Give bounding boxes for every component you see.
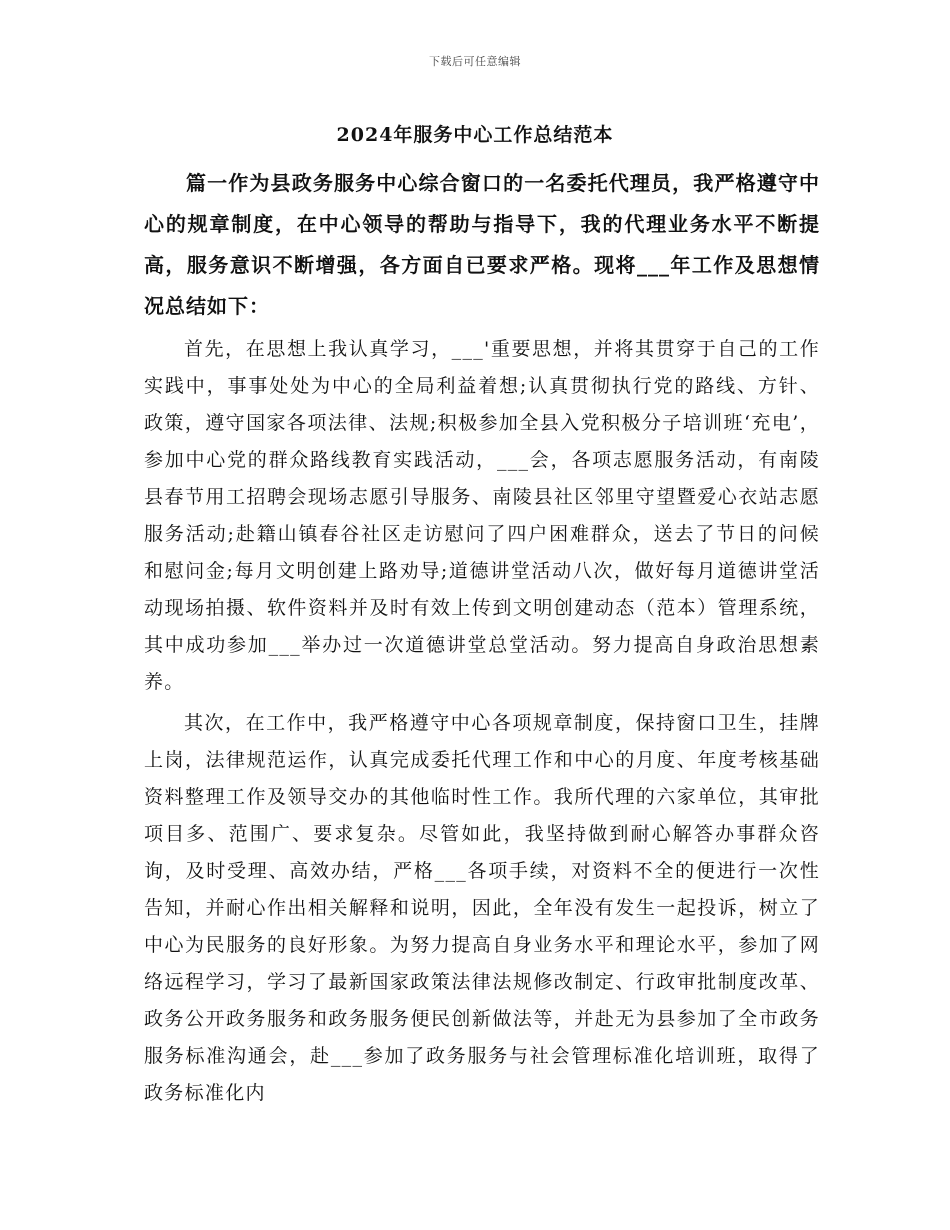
document-title: 2024年服务中心工作总结范本 — [336, 124, 614, 146]
body-paragraph-1: 首先，在思想上我认真学习，___'重要思想，并将其贯穿于自己的工作实践中，事事处处为中心的全局利益着想;认真贯彻执行党的路线、方针、政策，遵守国家各项法律、法规;积极参加全县入党积极分子培训班‘充电’，参加中心党的群众路线教育实践活动，___会，各项志愿服务活动，有南陵县春节用工招聘会现场志愿引导服务、南陵县社区邻里守望暨爱心衣站志愿服务活动;赴籍山镇春谷社区走访慰问了四户困难群众，送去了节日的问候和慰问金;每月文明创建上路劝导;道德讲堂活动八次，做好每月道德讲堂活动现场拍摄、软件资料并及时有效上传到文明创建动态（范本）管理系统，其中成功参加___举办过一次道德讲堂总堂活动。努力提高自身政治思想素养。 — [144, 338, 820, 693]
page-header-note: 下载后可任意编辑 — [429, 55, 521, 68]
lead-paragraph: 篇一作为县政务服务中心综合窗口的一名委托代理员，我严格遵守中心的规章制度，在中心领导的帮助与指导下，我的代理业务水平不断提高，服务意识不断增强，各方面自已要求严格。现将___年工作及思想情况总结如下： — [144, 171, 820, 318]
body-paragraph-2: 其次，在工作中，我严格遵守中心各项规章制度，保持窗口卫生，挂牌上岗，法律规范运作，认真完成委托代理工作和中心的月度、年度考核基础资料整理工作及领导交办的其他临时性工作。我所代理的六家单位，其审批项目多、范围广、要求复杂。尽管如此，我坚持做到耐心解答办事群众咨询，及时受理、高效办结，严格___各项手续，对资料不全的便进行一次性告知，并耐心作出相关解释和说明，因此，全年没有发生一起投诉，树立了中心为民服务的良好形象。为努力提高自身业务水平和理论水平，参加了网络远程学习，学习了最新国家政策法律法规修改制定、行政审批制度改革、政务公开政务服务和政务服务便民创新做法等，并赴无为县参加了全市政务服务标准沟通会，赴___参加了政务服务与社会管理标准化培训班，取得了政务标准化内 — [144, 712, 820, 1104]
document-body — [144, 163, 820, 1112]
